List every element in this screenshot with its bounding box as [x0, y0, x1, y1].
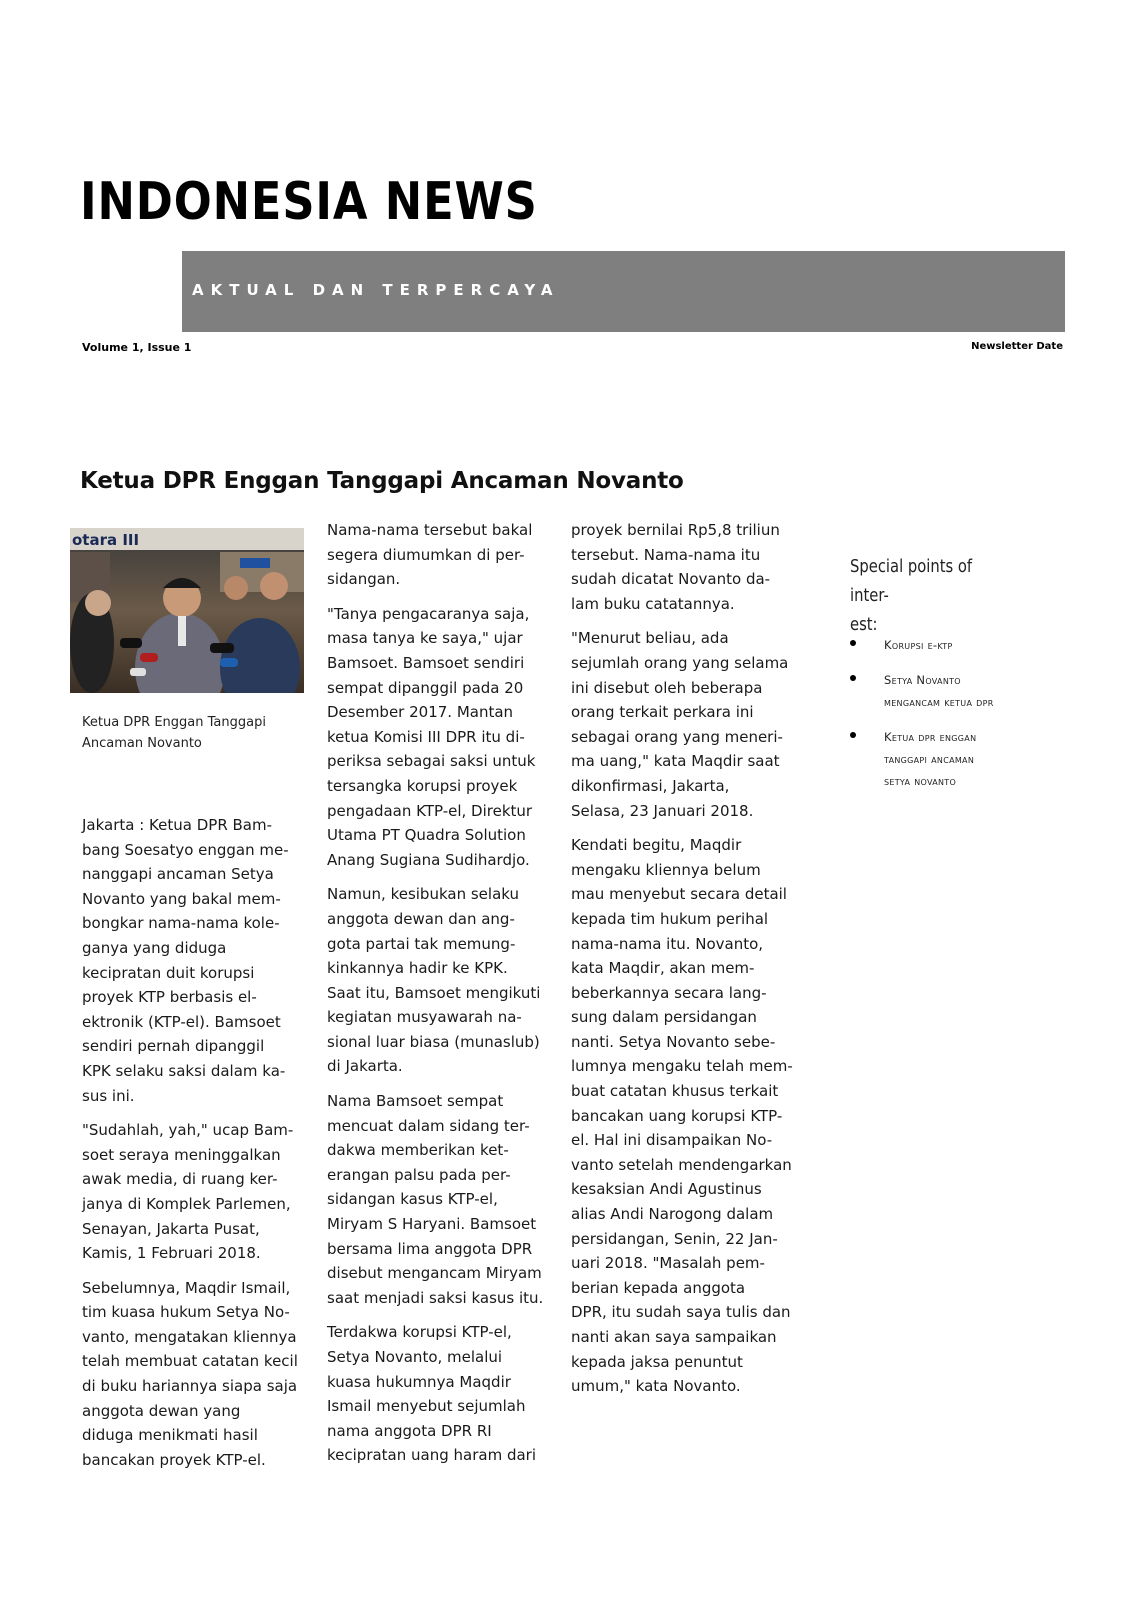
article-photo [70, 528, 304, 693]
paragraph: proyek bernilai Rp5,8 triliun tersebut. Nama-nama itu sudah dicatat Novanto da- lam buku catatannya. [571, 521, 780, 613]
paragraph: "Sudahlah, yah," ucap Bam- soet seraya meninggalkan awak media, di ruang ker- janya di Komplek Parlemen, Senayan, Jakarta Pusat, Kamis, 1 Februari 2018. [82, 1121, 294, 1263]
paragraph: Namun, kesibukan selaku anggota dewan dan ang- gota partai tak memung- kinkannya hadir ke KPK. Saat itu, Bamsoet mengikuti kegiatan musyawarah na- sional luar biasa (munaslub) di Jakarta. [327, 885, 541, 1076]
paragraph: "Tanya pengacaranya saja, masa tanya ke saya," ujar Bamsoet. Bamsoet sendiri sempat dipanggil pada 20 Desember 2017. Mantan ketua Komisi III DPR itu di- periksa sebagai saksi untuk tersangka korupsi proyek pengadaan KTP-el, Direktur Utama PT Quadra Solution Anang Sugiana Sudihardjo. [327, 604, 536, 869]
issue-info: Volume 1, Issue 1 [82, 341, 192, 354]
tagline-banner [182, 251, 1065, 332]
paragraph: Terdakwa korupsi KTP-el, Setya Novanto, melalui kuasa hukumnya Maqdir Ismail menyebut sejumlah nama anggota DPR RI kecipratan uang haram dari [327, 1323, 537, 1465]
list-item-text: Korupsi e-ktp [884, 638, 953, 652]
article-title: Ketua DPR Enggan Tanggapi Ancaman Novanto [80, 468, 684, 494]
paragraph: Kendati begitu, Maqdir mengaku kliennya belum mau menyebut secara detail kepada tim hukum perihal nama-nama itu. Novanto, kata Maqdir, akan mem- beberkannya secara lang- sung dalam persidangan nanti. Setya Novanto sebe- lumnya mengaku telah mem- buat catatan khusus terkait bancakan uang korupsi KTP- el. Hal ini disampaikan No- vanto setelah mendengarkan kesaksian Andi Agustinus alias Andi Narogong dalam persidangan, Senin, 22 Jan- uari 2018. "Masalah pem- berian kepada anggota DPR, itu sudah saya tulis dan nanti akan saya sampaikan kepada jaksa penuntut umum," kata Novanto. [571, 836, 793, 1396]
list-item [850, 634, 1050, 656]
photo-caption: Ketua DPR Enggan Tanggapi Ancaman Novanto [82, 715, 266, 751]
paragraph: Nama-nama tersebut bakal segera diumumkan di per- sidangan. [327, 521, 533, 589]
paragraph: Sebelumnya, Maqdir Ismail, tim kuasa hukum Setya No- vanto, mengatakan kliennya telah membuat catatan kecil di buku hariannya siapa saja anggota dewan yang diduga menikmati hasil bancakan proyek KTP-el. [82, 1278, 298, 1469]
list-item-text: Ketua dpr enggan tanggapi ancaman setya novanto [884, 730, 977, 788]
bullet-icon [850, 675, 856, 681]
paragraph: Jakarta : Ketua DPR Bam- bang Soesatyo enggan me- nanggapi ancaman Setya Novanto yang bakal mem- bongkar nama-nama kole- ganya yang diduga kecipratan duit korupsi proyek KTP berbasis el- ektronik (KTP-el). Bamsoet sendiri pernah dipanggil KPK selaku saksi dalam ka- sus ini. [82, 816, 289, 1105]
list-item [850, 726, 1050, 792]
photo-sign-text: otara III [72, 531, 140, 549]
tagline-text: AKTUAL DAN TERPERCAYA [192, 281, 560, 299]
paragraph: "Menurut beliau, ada sejumlah orang yang selama ini disebut oleh beberapa orang terkait perkara ini sebagai orang yang meneri- ma uang," kata Maqdir saat dikonfirmasi, Jakarta, Selasa, 23 Januari 2018. [571, 629, 789, 820]
list-item [850, 669, 1050, 713]
bullet-icon [850, 732, 856, 738]
newsletter-date: Newsletter Date [971, 341, 1063, 352]
special-points-list [850, 634, 1050, 805]
bullet-icon [850, 640, 856, 646]
article-column-2 [327, 518, 552, 1478]
article-column-3 [571, 518, 796, 1409]
article-column-1 [82, 813, 312, 1482]
list-item-text: Setya Novanto mengancam ketua dpr [884, 673, 994, 709]
newsletter-title: INDONESIA NEWS [80, 172, 538, 232]
paragraph: Nama Bamsoet sempat mencuat dalam sidang ter- dakwa memberikan ket- erangan palsu pada per- sidangan kasus KTP-el, Miryam S Haryani. Bamsoet bersama lima anggota DPR disebut mengancam Miryam saat menjadi saksi kasus itu. [327, 1092, 544, 1307]
sidebar-title: Special points of inter- est: [850, 556, 973, 635]
